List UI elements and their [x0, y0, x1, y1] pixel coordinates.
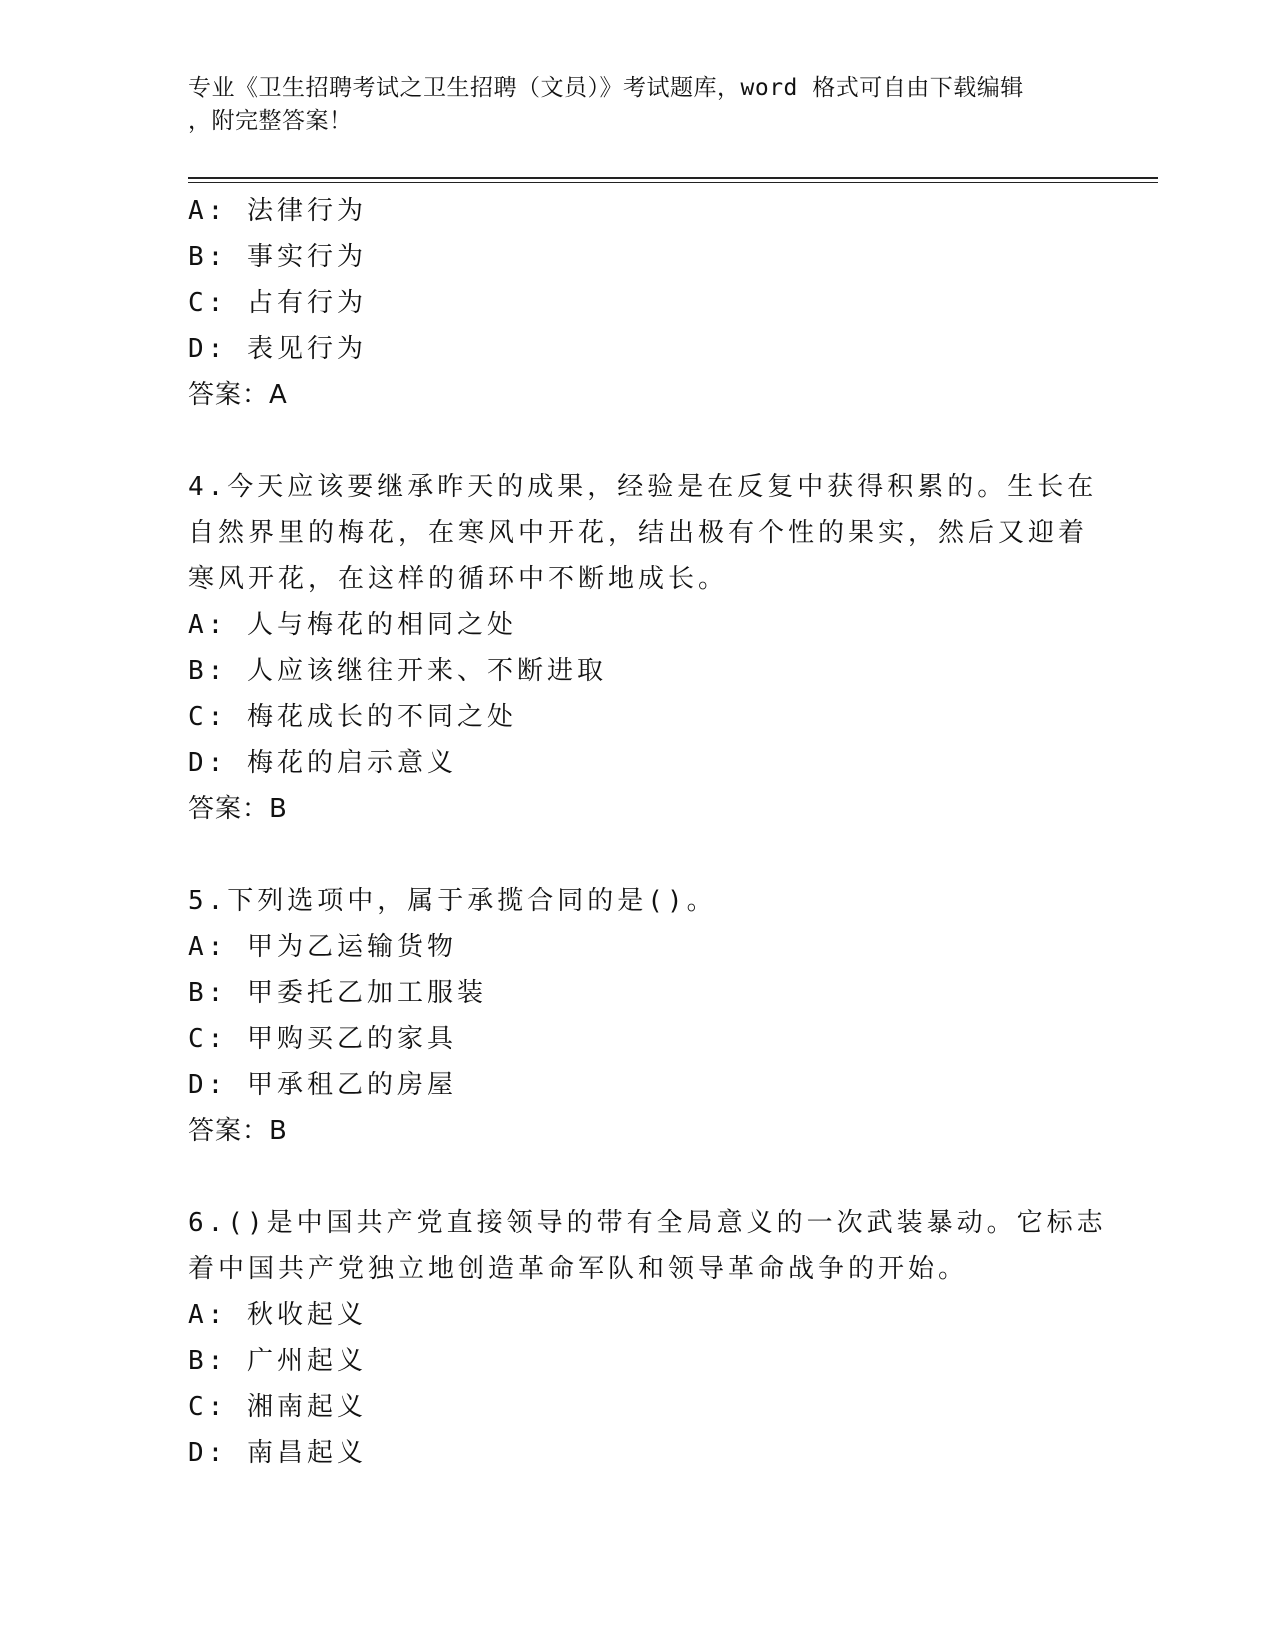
header-divider-thick [188, 177, 1158, 179]
option-a: A: 秋收起义 [188, 1300, 367, 1330]
option-c: C: 占有行为 [188, 288, 367, 318]
option-d: D: 梅花的启示意义 [188, 748, 457, 778]
question-stem-line: 自然界里的梅花，在寒风中开花，结出极有个性的果实，然后又迎着 [188, 518, 1089, 548]
question-4 [188, 464, 1098, 832]
option-c: C: 梅花成长的不同之处 [188, 702, 517, 732]
document-header [188, 72, 1068, 138]
option-a: A: 法律行为 [188, 196, 367, 226]
spacer [188, 418, 1088, 464]
question-stem-line: 5.下列选项中，属于承揽合同的是()。 [188, 886, 717, 916]
answer-line: 答案：B [188, 1116, 288, 1146]
option-b: B: 事实行为 [188, 242, 367, 272]
question-list [188, 188, 1107, 1476]
option-c: C: 甲购买乙的家具 [188, 1024, 457, 1054]
answer-line: 答案：B [188, 794, 288, 824]
header-title-line-2: ，附完整答案！ [188, 108, 353, 134]
question-stem-line: 寒风开花，在这样的循环中不断地成长。 [188, 564, 729, 594]
header-title-line-1: 专业《卫生招聘考试之卫生招聘（文员）》考试题库，word 格式可自由下载编辑 [188, 75, 1024, 101]
spacer [188, 832, 1088, 878]
spacer [188, 1154, 1088, 1200]
header-divider-thin [188, 182, 1158, 183]
option-d: D: 南昌起义 [188, 1438, 367, 1468]
answer-line: 答案：A [188, 380, 288, 410]
question-stem-line: 6.()是中国共产党直接领导的带有全局意义的一次武装暴动。它标志 [188, 1208, 1107, 1238]
option-a: A: 甲为乙运输货物 [188, 932, 457, 962]
option-c: C: 湘南起义 [188, 1392, 367, 1422]
option-d: D: 表见行为 [188, 334, 367, 364]
option-b: B: 人应该继往开来、不断进取 [188, 656, 607, 686]
question-6 [188, 1200, 1107, 1476]
question-stem-line: 着中国共产党独立地创造革命军队和领导革命战争的开始。 [188, 1254, 969, 1284]
option-b: B: 广州起义 [188, 1346, 367, 1376]
option-a: A: 人与梅花的相同之处 [188, 610, 517, 640]
question-5 [188, 878, 1088, 1154]
option-d: D: 甲承租乙的房屋 [188, 1070, 457, 1100]
question-stem-line: 4.今天应该要继承昨天的成果，经验是在反复中获得积累的。生长在 [188, 472, 1098, 502]
question-3 [188, 188, 1088, 418]
option-b: B: 甲委托乙加工服装 [188, 978, 487, 1008]
